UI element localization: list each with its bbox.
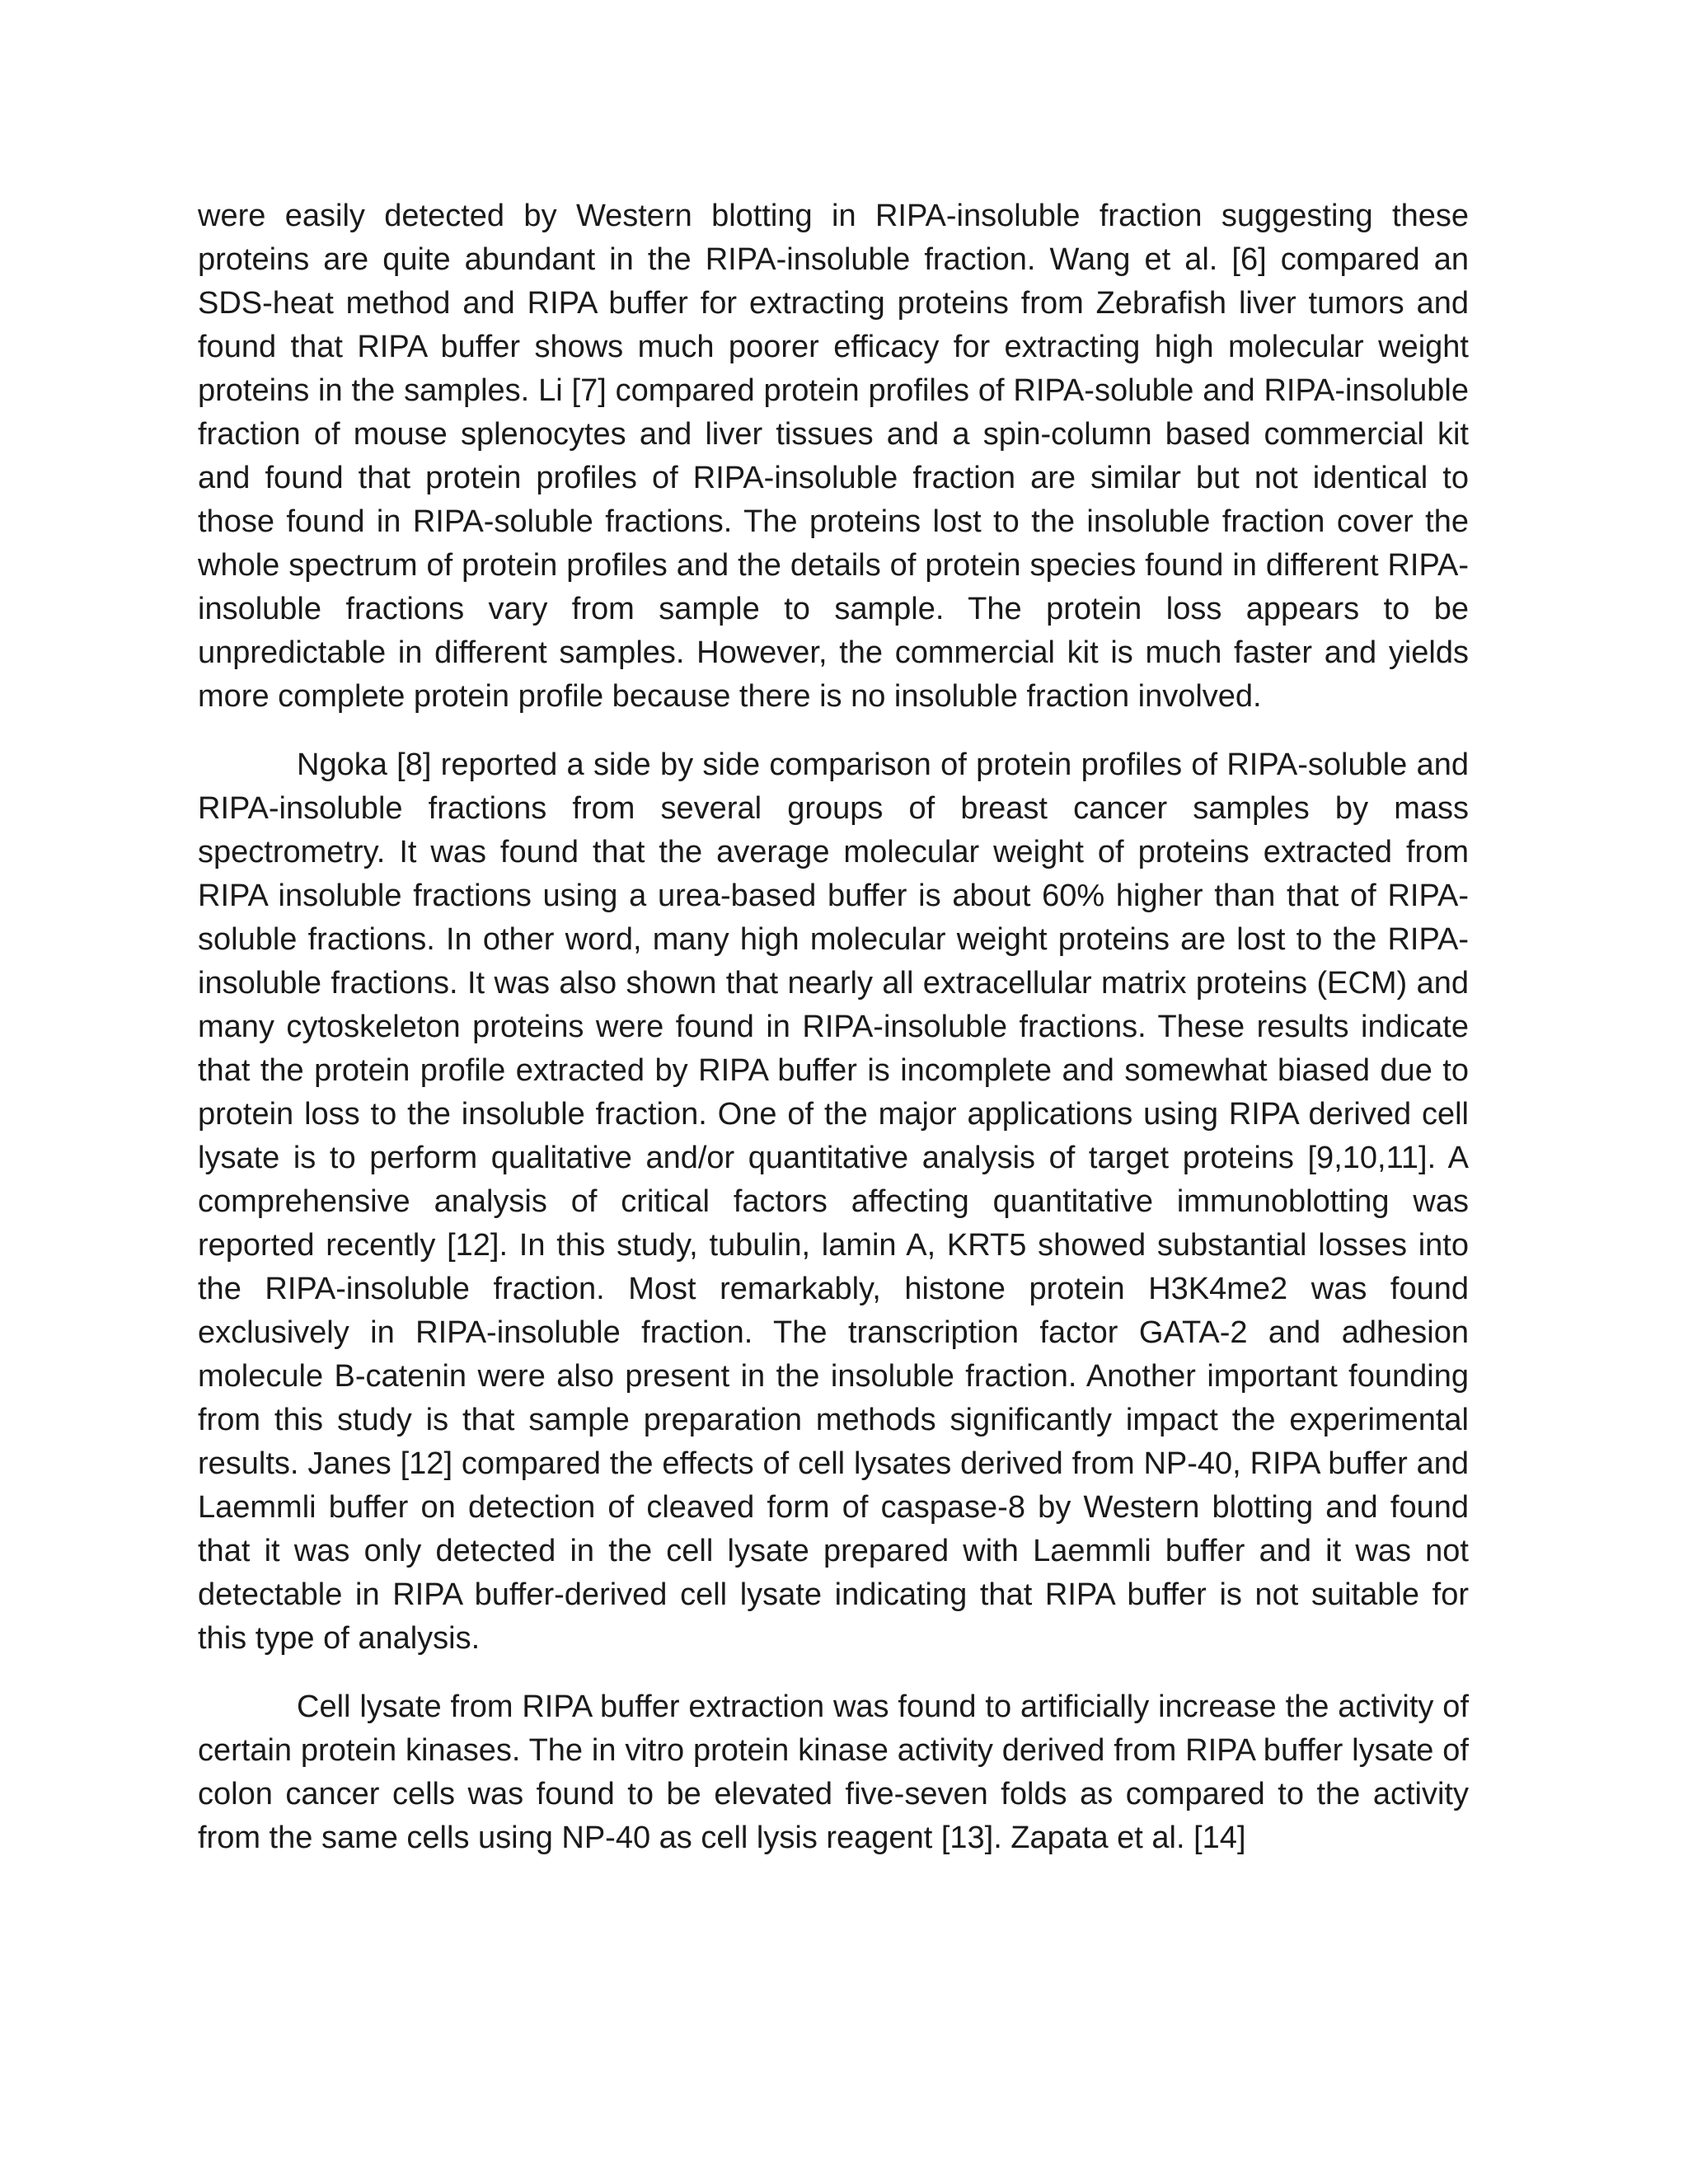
paragraph-3: Cell lysate from RIPA buffer extraction was found to artificially increase the activity of certain protein kinases. The in vitro protein kinase activity derived from RIPA buffer lysate of colon cancer cells was found to be elevated five-seven folds as compared to the activity from the same cells using NP-40 as cell lysis reagent [13]. Zapata et al. [14] — [198, 1690, 1469, 1855]
paragraph-1: were easily detected by Western blotting in RIPA-insoluble fraction suggesting these proteins are quite abundant in the RIPA-insoluble fraction. Wang et al. [6] compared an SDS-heat method and RIPA buffer for extracting proteins from Zebrafish liver tumors and found that RIPA buffer shows much poorer efficacy for extracting high molecular weight proteins in the samples. Li [7] compared protein profiles of RIPA-soluble and RIPA-insoluble fraction of mouse splenocytes and liver tissues and a spin-column based commercial kit and found that protein profiles of RIPA-insoluble fraction are similar but not identical to those found in RIPA-soluble fractions. The proteins lost to the insoluble fraction cover the whole spectrum of protein profiles and the details of protein species found in different RIPA-insoluble fractions vary from sample to sample. The protein loss appears to be unpredictable in different samples. However, the commercial kit is much faster and yields more complete protein profile because there is no insoluble fraction involved. — [198, 199, 1469, 714]
body-text — [198, 194, 1469, 1860]
paragraph-2: Ngoka [8] reported a side by side comparison of protein profiles of RIPA-soluble and RIPA-insoluble fractions from several groups of breast cancer samples by mass spectrometry. It was found that the average molecular weight of proteins extracted from RIPA insoluble fractions using a urea-based buffer is about 60% higher than that of RIPA-soluble fractions. In other word, many high molecular weight proteins are lost to the RIPA-insoluble fractions. It was also shown that nearly all extracellular matrix proteins (ECM) and many cytoskeleton proteins were found in RIPA-insoluble fractions. These results indicate that the protein profile extracted by RIPA buffer is incomplete and somewhat biased due to protein loss to the insoluble fraction. One of the major applications using RIPA derived cell lysate is to perform qualitative and/or quantitative analysis of target proteins [9,10,11]. A comprehensive analysis of critical factors affecting quantitative immunoblotting was reported recently [12]. In this study, tubulin, lamin A, KRT5 showed substantial losses into the RIPA-insoluble fraction. Most remarkably, histone protein H3K4me2 was found exclusively in RIPA-insoluble fraction. The transcription factor GATA-2 and adhesion molecule B-catenin were also present in the insoluble fraction. Another important founding from this study is that sample preparation methods significantly impact the experimental results. Janes [12] compared the effects of cell lysates derived from NP-40, RIPA buffer and Laemmli buffer on detection of cleaved form of caspase-8 by Western blotting and found that it was only detected in the cell lysate prepared with Laemmli buffer and it was not detectable in RIPA buffer-derived cell lysate indicating that RIPA buffer is not suitable for this type of analysis. — [198, 748, 1469, 1656]
